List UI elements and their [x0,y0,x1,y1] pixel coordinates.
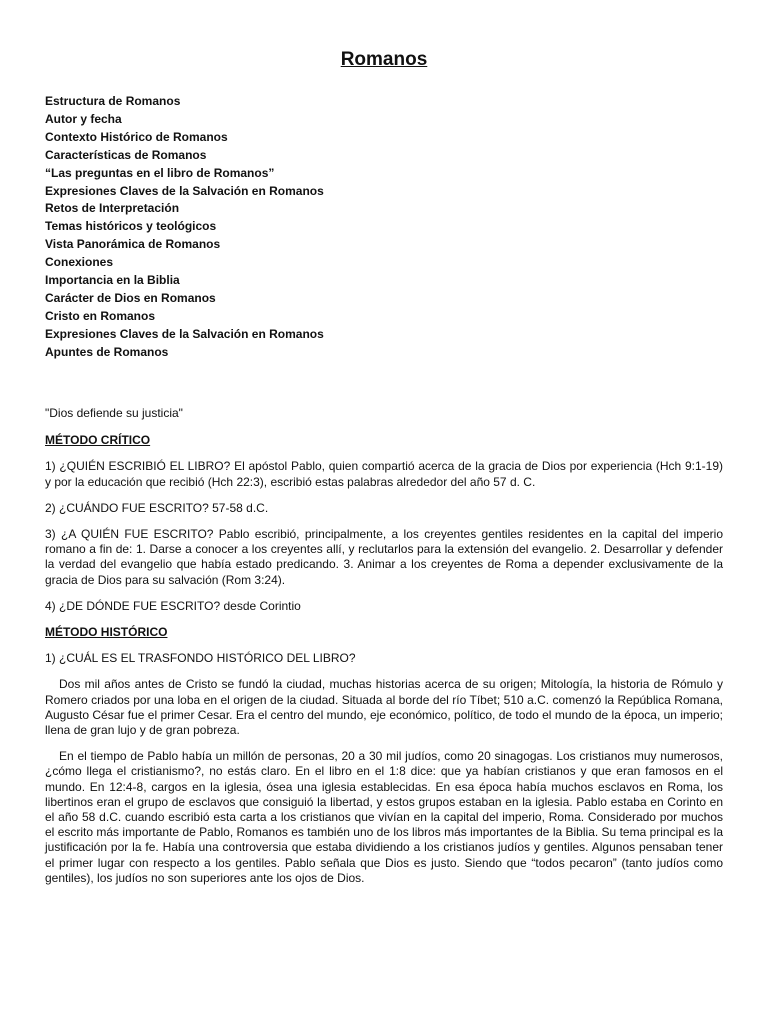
toc-item: Contexto Histórico de Romanos [45,129,228,144]
toc-item: Temas históricos y teológicos [45,219,217,234]
toc-item: “Las preguntas en el libro de Romanos” [45,165,275,180]
toc-item: Expresiones Claves de la Salvación en Romanos [45,183,324,198]
paragraph-a-quien-fue-escrito: 3) ¿A QUIÉN FUE ESCRITO? Pablo escribió, principalmente, a los creyentes gentiles residentes en la capital del imperio romano a fin de: 1. Darse a conocer a los creyentes allí, y reclutarlos para la extensión del evangelio. 2. Desarrollar y defender la verdad del evangelio que había estado predicando. 3. Animar a los creyentes de Roma a depender exclusivamente de la gracia de Dios para su salvación (Rom 3:24). [45,527,723,587]
toc-item: Estructura de Romanos [45,94,181,108]
paragraph-de-donde-fue-escrito: 4) ¿DE DÓNDE FUE ESCRITO? desde Corintio [45,598,301,613]
toc-item: Cristo en Romanos [45,308,156,323]
toc-item: Carácter de Dios en Romanos [45,290,216,305]
document-title: Romanos [340,49,428,70]
paragraph-tiempo-de-pablo: En el tiempo de Pablo había un millón de personas, 20 a 30 mil judíos, como 20 sinagogas. Los cristianos muy numerosos, ¿cómo llega el cristianismo?, no estás claro. En el libro en el 1:8 dice: que ya habían cristianos y que eran famosos en el mundo. En 12:4-8, cargos en la iglesia, ósea una iglesia establecidas. En esa época había muchos esclavos en Roma, los libertinos eran el grupo de esclavos que consiguió la libertad, y estos grupos estaban en la iglesia. Pablo estaba en Corinto en el año 58 d.C. cuando escribió esta carta a los cristianos que vivían en la capital del imperio, Roma. Considerado por muchos el escrito más importante de Pablo, Romanos es también uno de los libros más importantes de la Biblia. Su tema principal es la justificación por la fe. Había una controversia que estaba dividiendo a los cristianos judíos y gentiles. Algunos pensaban tener el primer lugar con respecto a los gentiles. Pablo señala que Dios es justo. Siendo que “todos pecaron” (tanto judíos como gentiles), los judíos no son superiores ante los ojos de Dios. [45,749,723,885]
toc-item: Conexiones [45,255,114,270]
toc-item: Retos de Interpretación [45,201,180,216]
paragraph-cuando-fue-escrito: 2) ¿CUÁNDO FUE ESCRITO? 57-58 d.C. [45,500,269,515]
table-of-contents [45,93,324,362]
document-body [45,406,723,897]
paragraph-trasfondo-historico: 1) ¿CUÁL ES EL TRASFONDO HISTÓRICO DEL LIBRO? [45,651,356,666]
toc-item: Vista Panorámica de Romanos [45,237,221,252]
toc-item: Autor y fecha [45,111,122,126]
toc-item: Expresiones Claves de la Salvación en Romanos [45,326,324,341]
paragraph-historia-roma: Dos mil años antes de Cristo se fundó la ciudad, muchas historias acerca de su origen; Mitología, la historia de Rómulo y Romero criados por una loba en el origen de la ciudad. Situada al borde del río Tíbet; 510 a.C. comenzó la República Romana, Augusto César fue el primer Cesar. Era el centro del mundo, eje económico, político, de todo el mundo de la época, un imperio; llena de gran lujo y de gran pobreza. [45,677,723,738]
toc-item: Características de Romanos [45,147,207,162]
section-heading-metodo-historico: MÉTODO HISTÓRICO [45,625,168,640]
epigraph-quote: "Dios defiende su justicia" [45,406,183,420]
section-heading-metodo-critico: MÉTODO CRÍTICO [45,433,151,448]
toc-item: Importancia en la Biblia [45,273,180,288]
toc-item: Apuntes de Romanos [45,344,169,359]
paragraph-quien-escribio: 1) ¿QUIÉN ESCRIBIÓ EL LIBRO? El apóstol Pablo, quien compartió acerca de la gracia de Dios por experiencia (Hch 9:1-19) y por la educación que recibió (Hch 22:3), escribió estas palabras alrededor del año 57 d. C. [45,459,723,489]
